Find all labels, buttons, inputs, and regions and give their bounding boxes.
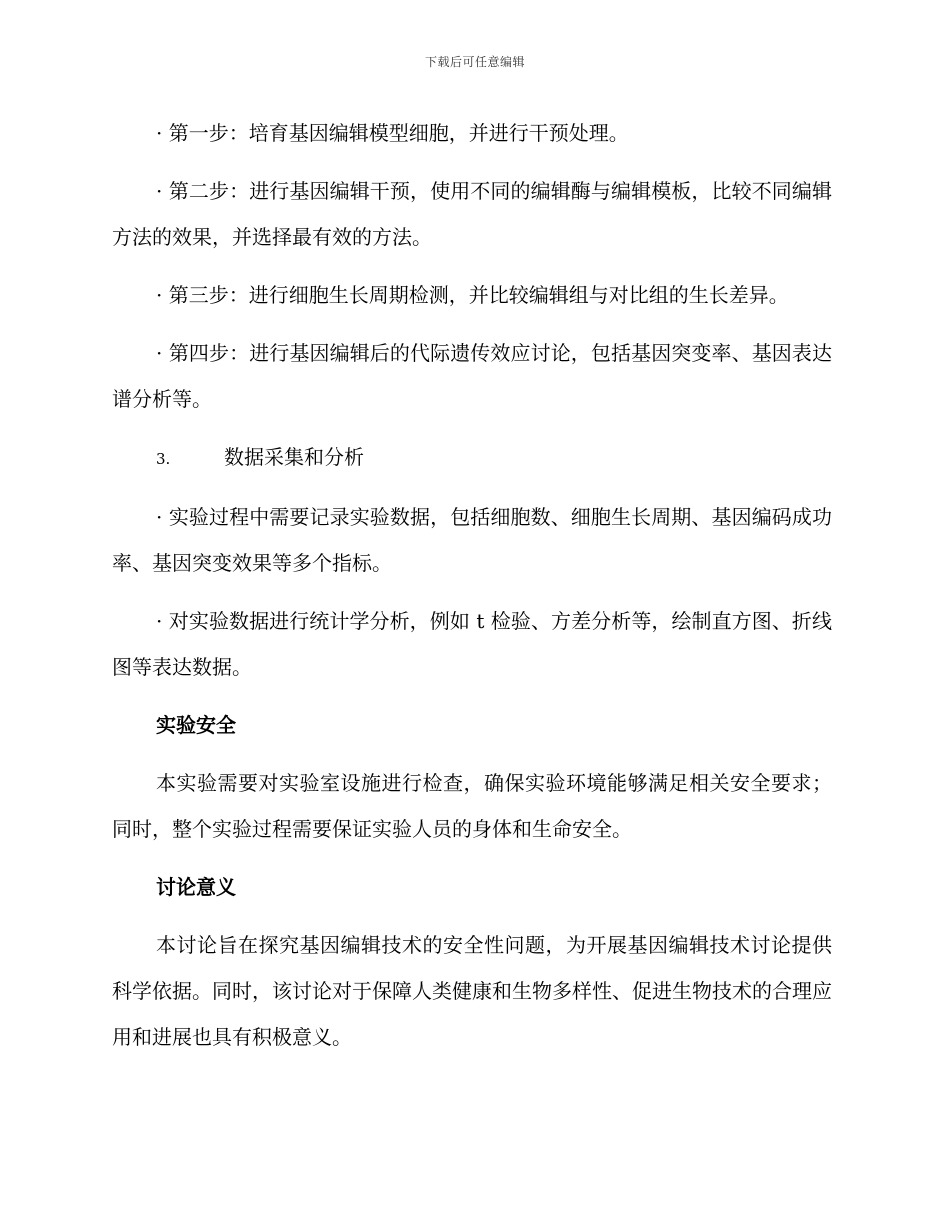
safety-body: 本实验需要对实验室设施进行检查，确保实验环境能够满足相关安全要求；同时，整个实验过程需要保证实验人员的身体和生命安全。 bbox=[112, 771, 832, 841]
significance-body: 本讨论旨在探究基因编辑技术的安全性问题，为开展基因编辑技术讨论提供科学依据。同时，该讨论对于保障人类健康和生物多样性、促进生物技术的合理应用和进展也具有积极意义。 bbox=[112, 933, 832, 1049]
section-3-heading bbox=[112, 434, 832, 482]
page-header: 下载后可任意编辑 bbox=[424, 55, 525, 69]
data-item-2: · 对实验数据进行统计学分析，例如 t 检验、方差分析等，绘制直方图、折线图等表达数据。 bbox=[112, 609, 832, 679]
section-3-title: 数据采集和分析 bbox=[224, 445, 364, 469]
step-1: · 第一步：培育基因编辑模型细胞，并进行干预处理。 bbox=[156, 121, 629, 145]
data-item-1: · 实验过程中需要记录实验数据，包括细胞数、细胞生长周期、基因编码成功率、基因突变效果等多个指标。 bbox=[112, 505, 832, 575]
step-3: · 第三步：进行细胞生长周期检测，并比较编辑组与对比组的生长差异。 bbox=[156, 283, 789, 307]
step-2: · 第二步：进行基因编辑干预，使用不同的编辑酶与编辑模板，比较不同编辑方法的效果，并选择最有效的方法。 bbox=[112, 179, 832, 249]
step-4: · 第四步：进行基因编辑后的代际遗传效应讨论，包括基因突变率、基因表达谱分析等。 bbox=[112, 341, 832, 411]
significance-heading: 讨论意义 bbox=[156, 875, 236, 899]
section-3-number: 3. bbox=[156, 450, 171, 468]
document-body bbox=[112, 110, 832, 1072]
safety-heading: 实验安全 bbox=[156, 713, 236, 737]
